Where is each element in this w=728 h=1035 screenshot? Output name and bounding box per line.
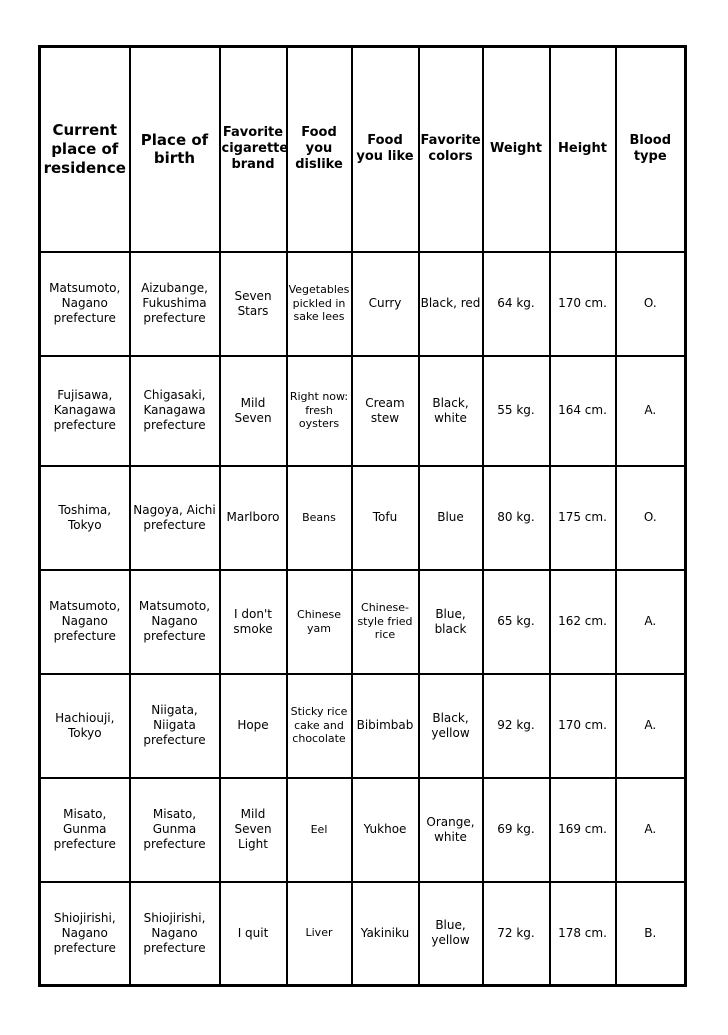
- cell-height: 178 cm.: [550, 882, 616, 986]
- header-cigarette-brand: Favorite cigarette brand: [220, 47, 287, 252]
- cell-like: Curry: [352, 252, 419, 356]
- cell-birthplace: Shiojirishi, Nagano prefecture: [130, 882, 220, 986]
- cell-cigarette: I quit: [220, 882, 287, 986]
- table-row: [40, 356, 686, 466]
- cell-height: 175 cm.: [550, 466, 616, 570]
- cell-cigarette: Marlboro: [220, 466, 287, 570]
- table-row: [40, 252, 686, 356]
- cell-residence: Toshima, Tokyo: [40, 466, 130, 570]
- header-blood-type: Blood type: [616, 47, 686, 252]
- header-weight: Weight: [483, 47, 550, 252]
- cell-cigarette: I don't smoke: [220, 570, 287, 674]
- cell-like: Cream stew: [352, 356, 419, 466]
- cell-height: 164 cm.: [550, 356, 616, 466]
- cell-residence: Shiojirishi, Nagano prefecture: [40, 882, 130, 986]
- cell-weight: 80 kg.: [483, 466, 550, 570]
- cell-cigarette: Hope: [220, 674, 287, 778]
- cell-colors: Blue, yellow: [419, 882, 483, 986]
- header-food-like: Food you like: [352, 47, 419, 252]
- table-row: [40, 882, 686, 986]
- cell-cigarette: Mild Seven Light: [220, 778, 287, 882]
- cell-weight: 72 kg.: [483, 882, 550, 986]
- cell-colors: Black, white: [419, 356, 483, 466]
- profile-table: [38, 45, 687, 987]
- cell-residence: Fujisawa, Kanagawa prefecture: [40, 356, 130, 466]
- cell-birthplace: Niigata, Niigata prefecture: [130, 674, 220, 778]
- table-row: [40, 570, 686, 674]
- header-current-residence: Current place of residence: [40, 47, 130, 252]
- cell-cigarette: Mild Seven: [220, 356, 287, 466]
- table-row: [40, 674, 686, 778]
- cell-dislike: Vegetables pickled in sake lees: [287, 252, 352, 356]
- cell-dislike: Chinese yam: [287, 570, 352, 674]
- cell-weight: 64 kg.: [483, 252, 550, 356]
- cell-like: Bibimbab: [352, 674, 419, 778]
- header-row: [40, 47, 686, 252]
- cell-dislike: Right now: fresh oysters: [287, 356, 352, 466]
- cell-colors: Blue, black: [419, 570, 483, 674]
- cell-colors: Blue: [419, 466, 483, 570]
- cell-like: Chinese-style fried rice: [352, 570, 419, 674]
- cell-dislike: Eel: [287, 778, 352, 882]
- table-row: [40, 778, 686, 882]
- cell-weight: 92 kg.: [483, 674, 550, 778]
- cell-colors: Black, yellow: [419, 674, 483, 778]
- cell-like: Tofu: [352, 466, 419, 570]
- cell-dislike: Sticky rice cake and chocolate: [287, 674, 352, 778]
- cell-blood-type: A.: [616, 570, 686, 674]
- cell-height: 162 cm.: [550, 570, 616, 674]
- cell-height: 170 cm.: [550, 252, 616, 356]
- cell-blood-type: A.: [616, 674, 686, 778]
- cell-cigarette: Seven Stars: [220, 252, 287, 356]
- cell-blood-type: B.: [616, 882, 686, 986]
- cell-like: Yukhoe: [352, 778, 419, 882]
- cell-birthplace: Aizubange, Fukushima prefecture: [130, 252, 220, 356]
- cell-birthplace: Misato, Gunma prefecture: [130, 778, 220, 882]
- cell-blood-type: A.: [616, 778, 686, 882]
- table-row: [40, 466, 686, 570]
- cell-weight: 65 kg.: [483, 570, 550, 674]
- cell-birthplace: Nagoya, Aichi prefecture: [130, 466, 220, 570]
- cell-residence: Matsumoto, Nagano prefecture: [40, 570, 130, 674]
- cell-residence: Misato, Gunma prefecture: [40, 778, 130, 882]
- cell-blood-type: A.: [616, 356, 686, 466]
- cell-blood-type: O.: [616, 466, 686, 570]
- header-place-of-birth: Place of birth: [130, 47, 220, 252]
- cell-like: Yakiniku: [352, 882, 419, 986]
- cell-height: 170 cm.: [550, 674, 616, 778]
- header-favorite-colors: Favorite colors: [419, 47, 483, 252]
- cell-birthplace: Matsumoto, Nagano prefecture: [130, 570, 220, 674]
- cell-blood-type: O.: [616, 252, 686, 356]
- cell-residence: Hachiouji, Tokyo: [40, 674, 130, 778]
- cell-colors: Black, red: [419, 252, 483, 356]
- cell-weight: 55 kg.: [483, 356, 550, 466]
- cell-birthplace: Chigasaki, Kanagawa prefecture: [130, 356, 220, 466]
- cell-dislike: Beans: [287, 466, 352, 570]
- header-food-dislike: Food you dislike: [287, 47, 352, 252]
- cell-weight: 69 kg.: [483, 778, 550, 882]
- cell-residence: Matsumoto, Nagano prefecture: [40, 252, 130, 356]
- cell-height: 169 cm.: [550, 778, 616, 882]
- header-height: Height: [550, 47, 616, 252]
- cell-dislike: Liver: [287, 882, 352, 986]
- cell-colors: Orange, white: [419, 778, 483, 882]
